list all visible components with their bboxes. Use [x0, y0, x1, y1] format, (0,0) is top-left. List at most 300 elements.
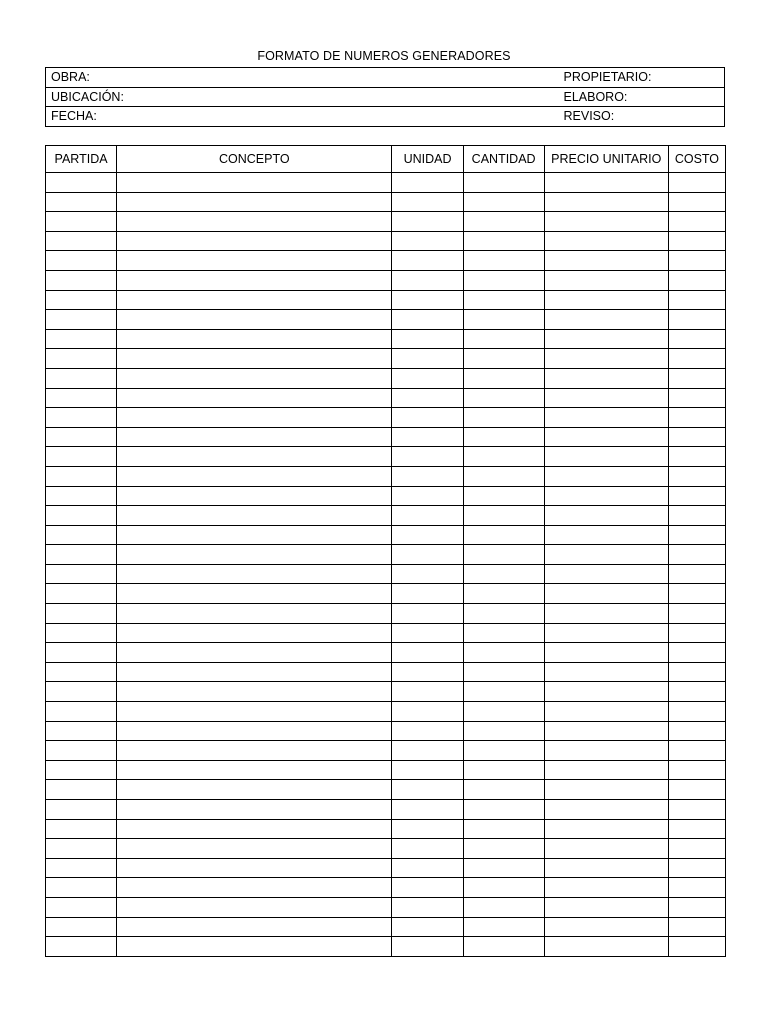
table-row	[46, 192, 726, 212]
cell-partida[interactable]	[46, 447, 117, 467]
cell-partida[interactable]	[46, 173, 117, 193]
cell-partida[interactable]	[46, 623, 117, 643]
cell-precio-unitario[interactable]	[544, 917, 668, 937]
cell-precio-unitario[interactable]	[544, 545, 668, 565]
cell-concepto[interactable]	[117, 388, 392, 408]
cell-precio-unitario[interactable]	[544, 231, 668, 251]
cell-cantidad[interactable]	[463, 564, 544, 584]
cell-partida[interactable]	[46, 662, 117, 682]
cell-unidad[interactable]	[392, 858, 463, 878]
cell-costo[interactable]	[668, 310, 725, 330]
table-row	[46, 173, 726, 193]
cell-cantidad[interactable]	[463, 858, 544, 878]
table-body	[46, 173, 726, 957]
cell-costo[interactable]	[668, 466, 725, 486]
cell-partida[interactable]	[46, 643, 117, 663]
cell-concepto[interactable]	[117, 564, 392, 584]
table-row	[46, 741, 726, 761]
cell-costo[interactable]	[668, 192, 725, 212]
cell-concepto[interactable]	[117, 819, 392, 839]
cell-cantidad[interactable]	[463, 584, 544, 604]
cell-cantidad[interactable]	[463, 506, 544, 526]
cell-costo[interactable]	[668, 721, 725, 741]
cell-precio-unitario[interactable]	[544, 270, 668, 290]
cell-cantidad[interactable]	[463, 819, 544, 839]
cell-costo[interactable]	[668, 702, 725, 722]
cell-concepto[interactable]	[117, 584, 392, 604]
cell-unidad[interactable]	[392, 506, 463, 526]
cell-partida[interactable]	[46, 349, 117, 369]
cell-cantidad[interactable]	[463, 643, 544, 663]
cell-precio-unitario[interactable]	[544, 721, 668, 741]
cell-partida[interactable]	[46, 427, 117, 447]
cell-concepto[interactable]	[117, 525, 392, 545]
table-row	[46, 506, 726, 526]
table-row	[46, 231, 726, 251]
cell-concepto[interactable]	[117, 604, 392, 624]
cell-cantidad[interactable]	[463, 447, 544, 467]
table-row	[46, 819, 726, 839]
cell-precio-unitario[interactable]	[544, 368, 668, 388]
cell-precio-unitario[interactable]	[544, 466, 668, 486]
cell-partida[interactable]	[46, 506, 117, 526]
cell-cantidad[interactable]	[463, 368, 544, 388]
cell-unidad[interactable]	[392, 173, 463, 193]
table-row	[46, 466, 726, 486]
table-row	[46, 760, 726, 780]
cell-costo[interactable]	[668, 937, 725, 957]
cell-concepto[interactable]	[117, 878, 392, 898]
cell-unidad[interactable]	[392, 741, 463, 761]
header-row-ubicacion	[46, 87, 725, 107]
column-header-concepto: CONCEPTO	[117, 146, 392, 173]
cell-concepto[interactable]	[117, 251, 392, 271]
cell-unidad[interactable]	[392, 819, 463, 839]
cell-unidad[interactable]	[392, 251, 463, 271]
cell-concepto[interactable]	[117, 290, 392, 310]
cell-concepto[interactable]	[117, 721, 392, 741]
cell-concepto[interactable]	[117, 506, 392, 526]
cell-cantidad[interactable]	[463, 349, 544, 369]
table-row	[46, 584, 726, 604]
cell-unidad[interactable]	[392, 584, 463, 604]
cell-unidad[interactable]	[392, 937, 463, 957]
cell-unidad[interactable]	[392, 623, 463, 643]
cell-concepto[interactable]	[117, 741, 392, 761]
table-row	[46, 878, 726, 898]
cell-unidad[interactable]	[392, 545, 463, 565]
table-row	[46, 408, 726, 428]
cell-concepto[interactable]	[117, 270, 392, 290]
column-header-cantidad: CANTIDAD	[463, 146, 544, 173]
cell-concepto[interactable]	[117, 368, 392, 388]
cell-partida[interactable]	[46, 368, 117, 388]
cell-costo[interactable]	[668, 564, 725, 584]
cell-concepto[interactable]	[117, 897, 392, 917]
cell-precio-unitario[interactable]	[544, 604, 668, 624]
table-row	[46, 290, 726, 310]
cell-precio-unitario[interactable]	[544, 623, 668, 643]
table-row	[46, 643, 726, 663]
cell-unidad[interactable]	[392, 290, 463, 310]
cell-unidad[interactable]	[392, 388, 463, 408]
cell-concepto[interactable]	[117, 858, 392, 878]
cell-unidad[interactable]	[392, 231, 463, 251]
cell-concepto[interactable]	[117, 760, 392, 780]
cell-concepto[interactable]	[117, 466, 392, 486]
cell-partida[interactable]	[46, 525, 117, 545]
cell-costo[interactable]	[668, 388, 725, 408]
cell-unidad[interactable]	[392, 486, 463, 506]
cell-partida[interactable]	[46, 897, 117, 917]
cell-costo[interactable]	[668, 173, 725, 193]
cell-cantidad[interactable]	[463, 741, 544, 761]
cell-concepto[interactable]	[117, 447, 392, 467]
cell-precio-unitario[interactable]	[544, 388, 668, 408]
cell-costo[interactable]	[668, 839, 725, 859]
cell-costo[interactable]	[668, 760, 725, 780]
cell-unidad[interactable]	[392, 447, 463, 467]
cell-concepto[interactable]	[117, 310, 392, 330]
cell-precio-unitario[interactable]	[544, 212, 668, 232]
cell-costo[interactable]	[668, 349, 725, 369]
cell-partida[interactable]	[46, 192, 117, 212]
cell-cantidad[interactable]	[463, 427, 544, 447]
cell-cantidad[interactable]	[463, 251, 544, 271]
cell-precio-unitario[interactable]	[544, 329, 668, 349]
cell-unidad[interactable]	[392, 212, 463, 232]
cell-cantidad[interactable]	[463, 290, 544, 310]
cell-partida[interactable]	[46, 329, 117, 349]
table-row	[46, 212, 726, 232]
cell-costo[interactable]	[668, 251, 725, 271]
table-row	[46, 447, 726, 467]
cell-cantidad[interactable]	[463, 270, 544, 290]
cell-concepto[interactable]	[117, 192, 392, 212]
cell-partida[interactable]	[46, 780, 117, 800]
cell-partida[interactable]	[46, 564, 117, 584]
cell-partida[interactable]	[46, 212, 117, 232]
table-row	[46, 800, 726, 820]
cell-partida[interactable]	[46, 545, 117, 565]
document-title: FORMATO DE NUMEROS GENERADORES	[257, 49, 511, 63]
cell-concepto[interactable]	[117, 780, 392, 800]
cell-cantidad[interactable]	[463, 604, 544, 624]
table-row	[46, 682, 726, 702]
cell-partida[interactable]	[46, 682, 117, 702]
elaboro-field[interactable]: ELABORO:	[560, 87, 725, 107]
table-row	[46, 839, 726, 859]
cell-costo[interactable]	[668, 212, 725, 232]
cell-costo[interactable]	[668, 780, 725, 800]
cell-precio-unitario[interactable]	[544, 878, 668, 898]
cell-precio-unitario[interactable]	[544, 408, 668, 428]
cell-costo[interactable]	[668, 741, 725, 761]
cell-partida[interactable]	[46, 251, 117, 271]
table-row	[46, 780, 726, 800]
cell-precio-unitario[interactable]	[544, 447, 668, 467]
cell-cantidad[interactable]	[463, 310, 544, 330]
table-row	[46, 564, 726, 584]
cell-concepto[interactable]	[117, 917, 392, 937]
cell-cantidad[interactable]	[463, 408, 544, 428]
cell-costo[interactable]	[668, 447, 725, 467]
cell-costo[interactable]	[668, 408, 725, 428]
cell-unidad[interactable]	[392, 897, 463, 917]
table-row	[46, 937, 726, 957]
cell-concepto[interactable]	[117, 486, 392, 506]
cell-unidad[interactable]	[392, 604, 463, 624]
cell-cantidad[interactable]	[463, 780, 544, 800]
cell-partida[interactable]	[46, 290, 117, 310]
cell-concepto[interactable]	[117, 643, 392, 663]
cell-precio-unitario[interactable]	[544, 800, 668, 820]
cell-costo[interactable]	[668, 545, 725, 565]
cell-costo[interactable]	[668, 604, 725, 624]
cell-unidad[interactable]	[392, 466, 463, 486]
table-row	[46, 858, 726, 878]
cell-cantidad[interactable]	[463, 662, 544, 682]
cell-unidad[interactable]	[392, 878, 463, 898]
cell-cantidad[interactable]	[463, 897, 544, 917]
cell-precio-unitario[interactable]	[544, 897, 668, 917]
cell-precio-unitario[interactable]	[544, 780, 668, 800]
cell-unidad[interactable]	[392, 682, 463, 702]
cell-partida[interactable]	[46, 858, 117, 878]
cell-partida[interactable]	[46, 760, 117, 780]
cell-precio-unitario[interactable]	[544, 662, 668, 682]
cell-concepto[interactable]	[117, 623, 392, 643]
cell-unidad[interactable]	[392, 310, 463, 330]
cell-costo[interactable]	[668, 525, 725, 545]
cell-unidad[interactable]	[392, 192, 463, 212]
cell-costo[interactable]	[668, 897, 725, 917]
cell-precio-unitario[interactable]	[544, 506, 668, 526]
generadores-table	[45, 145, 726, 957]
table-row	[46, 721, 726, 741]
cell-precio-unitario[interactable]	[544, 839, 668, 859]
cell-partida[interactable]	[46, 800, 117, 820]
table-row	[46, 486, 726, 506]
cell-cantidad[interactable]	[463, 173, 544, 193]
cell-concepto[interactable]	[117, 702, 392, 722]
cell-partida[interactable]	[46, 584, 117, 604]
fecha-field[interactable]: FECHA:	[46, 107, 560, 127]
cell-cantidad[interactable]	[463, 525, 544, 545]
cell-concepto[interactable]	[117, 212, 392, 232]
cell-unidad[interactable]	[392, 780, 463, 800]
cell-concepto[interactable]	[117, 662, 392, 682]
reviso-field[interactable]: REVISO:	[560, 107, 725, 127]
table-row	[46, 388, 726, 408]
ubicacion-field[interactable]: UBICACIÓN:	[46, 87, 560, 107]
cell-partida[interactable]	[46, 819, 117, 839]
cell-precio-unitario[interactable]	[544, 937, 668, 957]
cell-unidad[interactable]	[392, 702, 463, 722]
table-row	[46, 368, 726, 388]
cell-costo[interactable]	[668, 819, 725, 839]
table-row	[46, 329, 726, 349]
cell-costo[interactable]	[668, 368, 725, 388]
cell-partida[interactable]	[46, 839, 117, 859]
cell-concepto[interactable]	[117, 545, 392, 565]
table-row	[46, 917, 726, 937]
cell-concepto[interactable]	[117, 800, 392, 820]
header-info-table	[45, 67, 725, 127]
cell-unidad[interactable]	[392, 408, 463, 428]
cell-costo[interactable]	[668, 643, 725, 663]
cell-costo[interactable]	[668, 584, 725, 604]
cell-precio-unitario[interactable]	[544, 173, 668, 193]
cell-costo[interactable]	[668, 270, 725, 290]
cell-costo[interactable]	[668, 290, 725, 310]
cell-precio-unitario[interactable]	[544, 427, 668, 447]
cell-costo[interactable]	[668, 878, 725, 898]
cell-costo[interactable]	[668, 917, 725, 937]
table-row	[46, 604, 726, 624]
cell-partida[interactable]	[46, 408, 117, 428]
cell-concepto[interactable]	[117, 173, 392, 193]
cell-precio-unitario[interactable]	[544, 702, 668, 722]
cell-partida[interactable]	[46, 702, 117, 722]
cell-concepto[interactable]	[117, 682, 392, 702]
cell-concepto[interactable]	[117, 329, 392, 349]
cell-precio-unitario[interactable]	[544, 858, 668, 878]
table-row	[46, 623, 726, 643]
cell-cantidad[interactable]	[463, 545, 544, 565]
cell-unidad[interactable]	[392, 721, 463, 741]
cell-precio-unitario[interactable]	[544, 192, 668, 212]
cell-costo[interactable]	[668, 623, 725, 643]
column-header-precio-unitario: PRECIO UNITARIO	[544, 146, 668, 173]
propietario-field[interactable]: PROPIETARIO:	[560, 68, 725, 88]
obra-field[interactable]: OBRA:	[46, 68, 560, 88]
cell-precio-unitario[interactable]	[544, 682, 668, 702]
cell-unidad[interactable]	[392, 917, 463, 937]
cell-precio-unitario[interactable]	[544, 741, 668, 761]
column-header-partida: PARTIDA	[46, 146, 117, 173]
cell-unidad[interactable]	[392, 368, 463, 388]
cell-partida[interactable]	[46, 486, 117, 506]
cell-precio-unitario[interactable]	[544, 251, 668, 271]
cell-concepto[interactable]	[117, 408, 392, 428]
table-row	[46, 270, 726, 290]
cell-cantidad[interactable]	[463, 388, 544, 408]
cell-partida[interactable]	[46, 388, 117, 408]
cell-concepto[interactable]	[117, 231, 392, 251]
cell-partida[interactable]	[46, 310, 117, 330]
cell-cantidad[interactable]	[463, 329, 544, 349]
cell-cantidad[interactable]	[463, 231, 544, 251]
cell-unidad[interactable]	[392, 564, 463, 584]
cell-cantidad[interactable]	[463, 839, 544, 859]
header-row-obra	[46, 68, 725, 88]
cell-cantidad[interactable]	[463, 192, 544, 212]
cell-costo[interactable]	[668, 329, 725, 349]
cell-cantidad[interactable]	[463, 760, 544, 780]
cell-concepto[interactable]	[117, 839, 392, 859]
cell-unidad[interactable]	[392, 800, 463, 820]
cell-precio-unitario[interactable]	[544, 525, 668, 545]
cell-costo[interactable]	[668, 662, 725, 682]
cell-partida[interactable]	[46, 604, 117, 624]
cell-costo[interactable]	[668, 506, 725, 526]
cell-unidad[interactable]	[392, 270, 463, 290]
cell-costo[interactable]	[668, 486, 725, 506]
cell-costo[interactable]	[668, 858, 725, 878]
cell-partida[interactable]	[46, 878, 117, 898]
cell-unidad[interactable]	[392, 525, 463, 545]
cell-partida[interactable]	[46, 721, 117, 741]
cell-partida[interactable]	[46, 231, 117, 251]
cell-partida[interactable]	[46, 466, 117, 486]
cell-partida[interactable]	[46, 270, 117, 290]
cell-costo[interactable]	[668, 427, 725, 447]
cell-concepto[interactable]	[117, 427, 392, 447]
cell-concepto[interactable]	[117, 349, 392, 369]
cell-precio-unitario[interactable]	[544, 819, 668, 839]
table-row	[46, 525, 726, 545]
cell-precio-unitario[interactable]	[544, 564, 668, 584]
cell-cantidad[interactable]	[463, 800, 544, 820]
cell-cantidad[interactable]	[463, 623, 544, 643]
table-row	[46, 662, 726, 682]
cell-costo[interactable]	[668, 682, 725, 702]
cell-cantidad[interactable]	[463, 721, 544, 741]
cell-precio-unitario[interactable]	[544, 349, 668, 369]
column-header-costo: COSTO	[668, 146, 725, 173]
header-row-fecha	[46, 107, 725, 127]
cell-partida[interactable]	[46, 741, 117, 761]
cell-cantidad[interactable]	[463, 486, 544, 506]
cell-unidad[interactable]	[392, 329, 463, 349]
cell-unidad[interactable]	[392, 760, 463, 780]
cell-precio-unitario[interactable]	[544, 584, 668, 604]
cell-partida[interactable]	[46, 937, 117, 957]
cell-precio-unitario[interactable]	[544, 760, 668, 780]
cell-cantidad[interactable]	[463, 702, 544, 722]
table-row	[46, 545, 726, 565]
cell-unidad[interactable]	[392, 643, 463, 663]
cell-cantidad[interactable]	[463, 937, 544, 957]
cell-cantidad[interactable]	[463, 878, 544, 898]
cell-precio-unitario[interactable]	[544, 290, 668, 310]
cell-partida[interactable]	[46, 917, 117, 937]
cell-cantidad[interactable]	[463, 212, 544, 232]
table-row	[46, 349, 726, 369]
cell-unidad[interactable]	[392, 662, 463, 682]
cell-concepto[interactable]	[117, 937, 392, 957]
table-header-row	[46, 146, 726, 173]
cell-cantidad[interactable]	[463, 682, 544, 702]
table-row	[46, 702, 726, 722]
cell-unidad[interactable]	[392, 839, 463, 859]
cell-costo[interactable]	[668, 231, 725, 251]
cell-costo[interactable]	[668, 800, 725, 820]
cell-cantidad[interactable]	[463, 917, 544, 937]
cell-unidad[interactable]	[392, 349, 463, 369]
cell-precio-unitario[interactable]	[544, 310, 668, 330]
cell-precio-unitario[interactable]	[544, 486, 668, 506]
cell-cantidad[interactable]	[463, 466, 544, 486]
table-row	[46, 427, 726, 447]
cell-precio-unitario[interactable]	[544, 643, 668, 663]
table-row	[46, 251, 726, 271]
column-header-unidad: UNIDAD	[392, 146, 463, 173]
table-row	[46, 310, 726, 330]
table-row	[46, 897, 726, 917]
cell-unidad[interactable]	[392, 427, 463, 447]
